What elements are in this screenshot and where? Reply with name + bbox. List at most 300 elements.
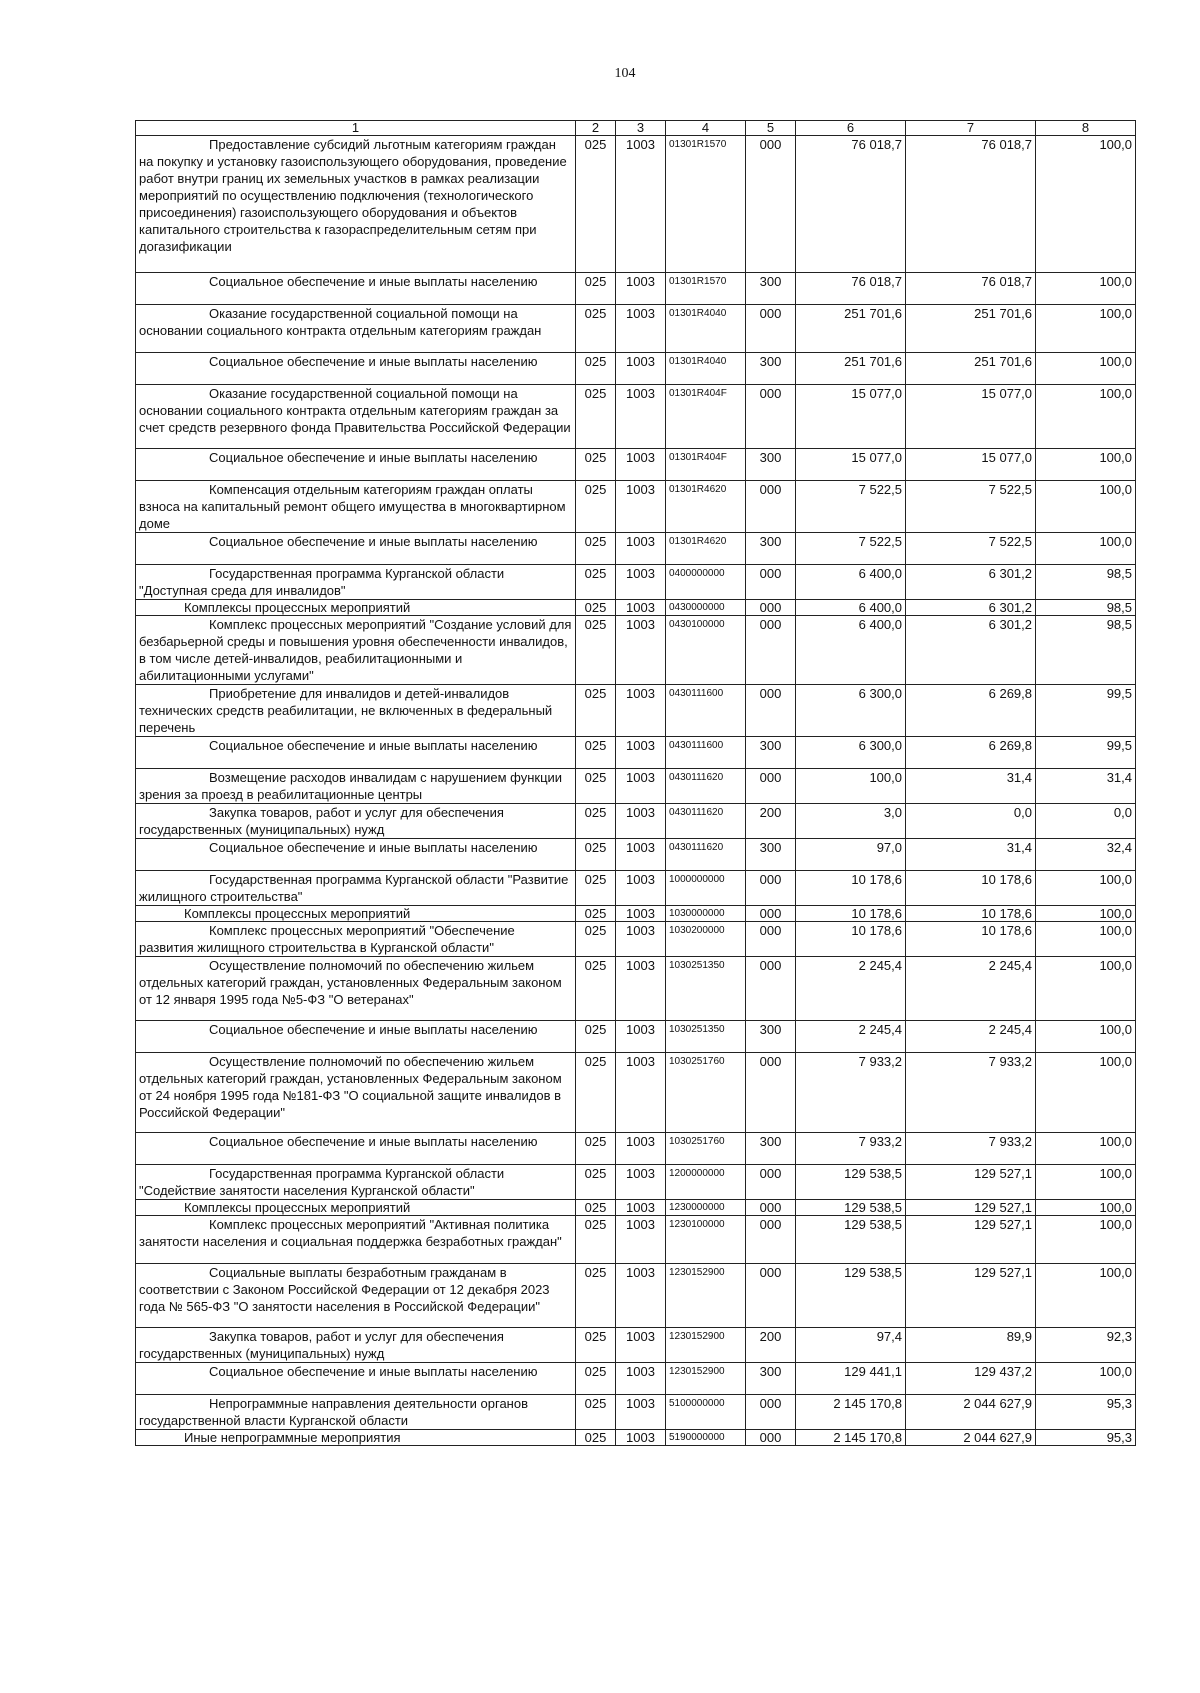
ved-cell: 025 [576,273,616,305]
plan-amount-cell: 6 300,0 [796,737,906,769]
ved-cell: 025 [576,737,616,769]
percent-cell: 31,4 [1036,769,1136,804]
fact-amount-cell: 31,4 [906,839,1036,871]
expense-name: Предоставление субсидий льготным категориям граждан на покупку и установку газоиспользующего оборудования, проведение работ внутри границ их земельных участков в рамках реализации мероприятий по осуществлению подключения (технологического присоединения) газоиспользующего оборудования и объектов капитального строительства к газораспределительным сетям при догазификации [139,137,567,254]
plan-amount-cell: 2 245,4 [796,1021,906,1053]
table-row [136,922,1136,957]
csr-code-cell: 01301R4620 [666,481,746,533]
percent-cell: 32,4 [1036,839,1136,871]
expense-name: Комплекс процессных мероприятий "Обеспечение развития жилищного строительства в Курганской области" [139,923,515,955]
ved-cell: 025 [576,1021,616,1053]
fact-amount-cell: 6 269,8 [906,685,1036,737]
expense-name: Осуществление полномочий по обеспечению жильем отдельных категорий граждан, установленных Федеральным законом от 12 января 1995 года №5-ФЗ "О ветеранах" [139,958,562,1007]
vr-code-cell: 000 [746,1395,796,1430]
razdel-cell: 1003 [616,1216,666,1264]
razdel-cell: 1003 [616,385,666,449]
percent-cell: 100,0 [1036,1165,1136,1200]
column-header: 8 [1036,121,1136,136]
ved-cell: 025 [576,839,616,871]
plan-amount-cell: 129 538,5 [796,1200,906,1216]
plan-amount-cell: 129 441,1 [796,1363,906,1395]
plan-amount-cell: 97,4 [796,1328,906,1363]
vr-code-cell: 300 [746,449,796,481]
percent-cell: 95,3 [1036,1395,1136,1430]
csr-code-cell: 1230000000 [666,1200,746,1216]
percent-cell: 98,5 [1036,600,1136,616]
expense-name-cell [136,1328,576,1363]
expense-name-cell [136,1363,576,1395]
vr-code-cell: 000 [746,1165,796,1200]
table-row [136,1053,1136,1133]
vr-code-cell: 000 [746,906,796,922]
plan-amount-cell: 7 522,5 [796,533,906,565]
expense-name: Комплексы процессных мероприятий [184,906,411,921]
plan-amount-cell: 7 933,2 [796,1053,906,1133]
plan-amount-cell: 7 522,5 [796,481,906,533]
expense-name-cell [136,1200,576,1216]
vr-code-cell: 000 [746,136,796,273]
vr-code-cell: 000 [746,481,796,533]
razdel-cell: 1003 [616,565,666,600]
expense-name: Социальное обеспечение и иные выплаты населению [209,840,538,855]
vr-code-cell: 200 [746,804,796,839]
expense-name-cell [136,1053,576,1133]
ved-cell: 025 [576,922,616,957]
fact-amount-cell: 7 933,2 [906,1053,1036,1133]
expense-name-cell [136,957,576,1021]
expense-name: Социальное обеспечение и иные выплаты населению [209,738,538,753]
vr-code-cell: 000 [746,600,796,616]
razdel-cell: 1003 [616,871,666,906]
csr-code-cell: 0430111600 [666,685,746,737]
csr-code-cell: 1030251350 [666,1021,746,1053]
fact-amount-cell: 2 245,4 [906,1021,1036,1053]
csr-code-cell: 1200000000 [666,1165,746,1200]
razdel-cell: 1003 [616,449,666,481]
percent-cell: 0,0 [1036,804,1136,839]
razdel-cell: 1003 [616,1053,666,1133]
table-row [136,685,1136,737]
csr-code-cell: 0430111600 [666,737,746,769]
plan-amount-cell: 10 178,6 [796,871,906,906]
csr-code-cell: 01301R4040 [666,305,746,353]
razdel-cell: 1003 [616,1133,666,1165]
table-row [136,449,1136,481]
expense-name: Оказание государственной социальной помощи на основании социального контракта отдельным категориям граждан за счет средств резервного фонда Правительства Российской Федерации [139,386,571,435]
ved-cell: 025 [576,957,616,1021]
expense-name-cell [136,804,576,839]
column-header: 6 [796,121,906,136]
ved-cell: 025 [576,1363,616,1395]
razdel-cell: 1003 [616,600,666,616]
table-row [136,1021,1136,1053]
table-row [136,1133,1136,1165]
ved-cell: 025 [576,769,616,804]
percent-cell: 100,0 [1036,385,1136,449]
table-row [136,957,1136,1021]
expense-name-cell [136,1430,576,1446]
percent-cell: 100,0 [1036,1053,1136,1133]
ved-cell: 025 [576,1216,616,1264]
razdel-cell: 1003 [616,804,666,839]
razdel-cell: 1003 [616,533,666,565]
table-row [136,1363,1136,1395]
table-row [136,385,1136,449]
razdel-cell: 1003 [616,839,666,871]
plan-amount-cell: 100,0 [796,769,906,804]
percent-cell: 99,5 [1036,685,1136,737]
fact-amount-cell: 15 077,0 [906,385,1036,449]
expense-name: Комплекс процессных мероприятий "Активная политика занятости населения и социальная поддержка безработных граждан" [139,1217,562,1249]
percent-cell: 95,3 [1036,1430,1136,1446]
expense-name-cell [136,737,576,769]
csr-code-cell: 01301R4620 [666,533,746,565]
ved-cell: 025 [576,565,616,600]
expense-name: Социальное обеспечение и иные выплаты населению [209,1364,538,1379]
table-row [136,273,1136,305]
column-header: 4 [666,121,746,136]
expense-name-cell [136,600,576,616]
expense-name: Иные непрограммные мероприятия [184,1430,401,1445]
expense-name-cell [136,922,576,957]
fact-amount-cell: 89,9 [906,1328,1036,1363]
percent-cell: 100,0 [1036,906,1136,922]
plan-amount-cell: 76 018,7 [796,273,906,305]
vr-code-cell: 000 [746,1430,796,1446]
expense-name-cell [136,1395,576,1430]
expense-name: Государственная программа Курганской области "Доступная среда для инвалидов" [139,566,505,598]
fact-amount-cell: 2 044 627,9 [906,1395,1036,1430]
ved-cell: 025 [576,533,616,565]
percent-cell: 100,0 [1036,136,1136,273]
expense-name: Закупка товаров, работ и услуг для обеспечения государственных (муниципальных) нужд [139,805,504,837]
fact-amount-cell: 31,4 [906,769,1036,804]
expense-name: Приобретение для инвалидов и детей-инвалидов технических средств реабилитации, не включенных в федеральный перечень [139,686,553,735]
expense-name-cell [136,1165,576,1200]
fact-amount-cell: 15 077,0 [906,449,1036,481]
plan-amount-cell: 251 701,6 [796,353,906,385]
razdel-cell: 1003 [616,737,666,769]
column-header: 3 [616,121,666,136]
table-body [136,121,1136,1446]
plan-amount-cell: 76 018,7 [796,136,906,273]
expense-name-cell [136,533,576,565]
table-row [136,616,1136,685]
razdel-cell: 1003 [616,273,666,305]
razdel-cell: 1003 [616,1264,666,1328]
vr-code-cell: 300 [746,1363,796,1395]
csr-code-cell: 1030000000 [666,906,746,922]
plan-amount-cell: 3,0 [796,804,906,839]
fact-amount-cell: 129 527,1 [906,1200,1036,1216]
fact-amount-cell: 2 044 627,9 [906,1430,1036,1446]
csr-code-cell: 1230152900 [666,1264,746,1328]
vr-code-cell: 300 [746,1021,796,1053]
expense-name: Комплексы процессных мероприятий [184,600,411,615]
table-row [136,533,1136,565]
csr-code-cell: 0430111620 [666,839,746,871]
percent-cell: 100,0 [1036,871,1136,906]
table-row [136,1328,1136,1363]
table-row [136,481,1136,533]
expense-name: Возмещение расходов инвалидам с нарушением функции зрения за проезд в реабилитационные центры [139,770,563,802]
fact-amount-cell: 251 701,6 [906,353,1036,385]
expense-name-cell [136,1133,576,1165]
vr-code-cell: 000 [746,305,796,353]
csr-code-cell: 0430100000 [666,616,746,685]
fact-amount-cell: 6 269,8 [906,737,1036,769]
fact-amount-cell: 129 527,1 [906,1165,1036,1200]
table-row [136,1430,1136,1446]
percent-cell: 100,0 [1036,1200,1136,1216]
csr-code-cell: 0430111620 [666,769,746,804]
expense-name-cell [136,839,576,871]
expense-name: Социальные выплаты безработным гражданам в соответствии с Законом Российской Федерации от 12 декабря 2023 года № 565-ФЗ "О занятости населения в Российской Федерации" [139,1265,550,1314]
expense-name-cell [136,353,576,385]
fact-amount-cell: 10 178,6 [906,906,1036,922]
fact-amount-cell: 6 301,2 [906,616,1036,685]
expense-name: Комплекс процессных мероприятий "Создание условий для безбарьерной среды и повышения уровня обеспеченности инвалидов, в том числе детей-инвалидов, реабилитационными и абилитационными услугами" [139,617,572,683]
csr-code-cell: 1000000000 [666,871,746,906]
percent-cell: 100,0 [1036,1264,1136,1328]
expense-name: Социальное обеспечение и иные выплаты населению [209,450,538,465]
fact-amount-cell: 0,0 [906,804,1036,839]
csr-code-cell: 0430111620 [666,804,746,839]
page-number: 104 [614,66,636,81]
razdel-cell: 1003 [616,1200,666,1216]
column-header-row [136,121,1136,136]
plan-amount-cell: 2 245,4 [796,957,906,1021]
expense-name: Непрограммные направления деятельности органов государственной власти Курганской области [139,1396,529,1428]
column-header: 5 [746,121,796,136]
csr-code-cell: 5190000000 [666,1430,746,1446]
percent-cell: 100,0 [1036,273,1136,305]
table-row [136,600,1136,616]
expense-name: Социальное обеспечение и иные выплаты населению [209,1022,538,1037]
csr-code-cell: 1030251760 [666,1133,746,1165]
ved-cell: 025 [576,1133,616,1165]
ved-cell: 025 [576,1053,616,1133]
csr-code-cell: 1230152900 [666,1328,746,1363]
percent-cell: 100,0 [1036,449,1136,481]
plan-amount-cell: 15 077,0 [796,449,906,481]
table-row [136,565,1136,600]
percent-cell: 100,0 [1036,922,1136,957]
razdel-cell: 1003 [616,481,666,533]
razdel-cell: 1003 [616,1021,666,1053]
csr-code-cell: 1030251760 [666,1053,746,1133]
expense-name-cell [136,136,576,273]
expense-name-cell [136,449,576,481]
vr-code-cell: 000 [746,565,796,600]
expense-name-cell [136,385,576,449]
ved-cell: 025 [576,1328,616,1363]
fact-amount-cell: 6 301,2 [906,600,1036,616]
vr-code-cell: 300 [746,1133,796,1165]
csr-code-cell: 01301R1570 [666,136,746,273]
percent-cell: 100,0 [1036,305,1136,353]
ved-cell: 025 [576,1430,616,1446]
vr-code-cell: 000 [746,922,796,957]
percent-cell: 98,5 [1036,616,1136,685]
csr-code-cell: 01301R4040 [666,353,746,385]
vr-code-cell: 000 [746,385,796,449]
table-row [136,769,1136,804]
table-row [136,839,1136,871]
plan-amount-cell: 6 400,0 [796,600,906,616]
vr-code-cell: 300 [746,839,796,871]
plan-amount-cell: 10 178,6 [796,922,906,957]
expense-name: Оказание государственной социальной помощи на основании социального контракта отдельным категориям граждан [139,306,542,338]
expense-name-cell [136,906,576,922]
razdel-cell: 1003 [616,1328,666,1363]
table-row [136,871,1136,906]
expense-name-cell [136,685,576,737]
ved-cell: 025 [576,600,616,616]
fact-amount-cell: 2 245,4 [906,957,1036,1021]
expense-name-cell [136,1021,576,1053]
plan-amount-cell: 7 933,2 [796,1133,906,1165]
percent-cell: 100,0 [1036,1133,1136,1165]
vr-code-cell: 000 [746,871,796,906]
vr-code-cell: 300 [746,533,796,565]
percent-cell: 92,3 [1036,1328,1136,1363]
razdel-cell: 1003 [616,685,666,737]
percent-cell: 100,0 [1036,1216,1136,1264]
razdel-cell: 1003 [616,922,666,957]
table-row [136,136,1136,273]
percent-cell: 98,5 [1036,565,1136,600]
budget-table [135,120,1136,1446]
vr-code-cell: 300 [746,737,796,769]
ved-cell: 025 [576,385,616,449]
plan-amount-cell: 2 145 170,8 [796,1430,906,1446]
column-header: 2 [576,121,616,136]
expense-name: Осуществление полномочий по обеспечению жильем отдельных категорий граждан, установленных Федеральным законом от 24 ноября 1995 года №181-ФЗ "О социальной защите инвалидов в Российской Федерации" [139,1054,562,1120]
fact-amount-cell: 76 018,7 [906,136,1036,273]
fact-amount-cell: 7 933,2 [906,1133,1036,1165]
fact-amount-cell: 129 527,1 [906,1216,1036,1264]
ved-cell: 025 [576,1200,616,1216]
csr-code-cell: 1030251350 [666,957,746,1021]
razdel-cell: 1003 [616,305,666,353]
ved-cell: 025 [576,685,616,737]
expense-name-cell [136,1264,576,1328]
expense-name-cell [136,565,576,600]
fact-amount-cell: 10 178,6 [906,871,1036,906]
vr-code-cell: 300 [746,273,796,305]
expense-name: Социальное обеспечение и иные выплаты населению [209,534,538,549]
ved-cell: 025 [576,481,616,533]
csr-code-cell: 5100000000 [666,1395,746,1430]
table-row [136,1264,1136,1328]
vr-code-cell: 000 [746,1053,796,1133]
csr-code-cell: 01301R1570 [666,273,746,305]
expense-name-cell [136,273,576,305]
expense-name-cell [136,305,576,353]
razdel-cell: 1003 [616,957,666,1021]
vr-code-cell: 000 [746,1216,796,1264]
csr-code-cell: 01301R404F [666,449,746,481]
ved-cell: 025 [576,1264,616,1328]
plan-amount-cell: 129 538,5 [796,1264,906,1328]
plan-amount-cell: 2 145 170,8 [796,1395,906,1430]
razdel-cell: 1003 [616,1363,666,1395]
razdel-cell: 1003 [616,616,666,685]
table-row [136,353,1136,385]
expense-name: Социальное обеспечение и иные выплаты населению [209,354,538,369]
vr-code-cell: 000 [746,1264,796,1328]
expense-name: Социальное обеспечение и иные выплаты населению [209,1134,538,1149]
csr-code-cell: 1230100000 [666,1216,746,1264]
vr-code-cell: 000 [746,685,796,737]
fact-amount-cell: 6 301,2 [906,565,1036,600]
table-row [136,305,1136,353]
csr-code-cell: 1030200000 [666,922,746,957]
expense-name-cell [136,769,576,804]
column-header: 7 [906,121,1036,136]
table-row [136,1165,1136,1200]
razdel-cell: 1003 [616,906,666,922]
expense-name: Комплексы процессных мероприятий [184,1200,411,1215]
expense-name: Государственная программа Курганской области "Развитие жилищного строительства" [139,872,569,904]
csr-code-cell: 0430000000 [666,600,746,616]
razdel-cell: 1003 [616,1165,666,1200]
table-row [136,737,1136,769]
csr-code-cell: 0400000000 [666,565,746,600]
razdel-cell: 1003 [616,1395,666,1430]
ved-cell: 025 [576,1395,616,1430]
table-row [136,1395,1136,1430]
expense-name-cell [136,871,576,906]
plan-amount-cell: 15 077,0 [796,385,906,449]
column-header: 1 [136,121,576,136]
ved-cell: 025 [576,906,616,922]
table-row [136,1216,1136,1264]
table-row [136,906,1136,922]
expense-name: Социальное обеспечение и иные выплаты населению [209,274,538,289]
plan-amount-cell: 129 538,5 [796,1216,906,1264]
plan-amount-cell: 251 701,6 [796,305,906,353]
razdel-cell: 1003 [616,353,666,385]
razdel-cell: 1003 [616,1430,666,1446]
razdel-cell: 1003 [616,136,666,273]
percent-cell: 100,0 [1036,1363,1136,1395]
plan-amount-cell: 6 400,0 [796,565,906,600]
fact-amount-cell: 129 437,2 [906,1363,1036,1395]
ved-cell: 025 [576,305,616,353]
percent-cell: 99,5 [1036,737,1136,769]
plan-amount-cell: 6 300,0 [796,685,906,737]
percent-cell: 100,0 [1036,957,1136,1021]
plan-amount-cell: 6 400,0 [796,616,906,685]
fact-amount-cell: 7 522,5 [906,481,1036,533]
ved-cell: 025 [576,136,616,273]
percent-cell: 100,0 [1036,1021,1136,1053]
vr-code-cell: 000 [746,616,796,685]
percent-cell: 100,0 [1036,353,1136,385]
razdel-cell: 1003 [616,769,666,804]
ved-cell: 025 [576,1165,616,1200]
plan-amount-cell: 129 538,5 [796,1165,906,1200]
ved-cell: 025 [576,353,616,385]
ved-cell: 025 [576,616,616,685]
ved-cell: 025 [576,871,616,906]
fact-amount-cell: 7 522,5 [906,533,1036,565]
table-row [136,1200,1136,1216]
vr-code-cell: 300 [746,353,796,385]
percent-cell: 100,0 [1036,481,1136,533]
